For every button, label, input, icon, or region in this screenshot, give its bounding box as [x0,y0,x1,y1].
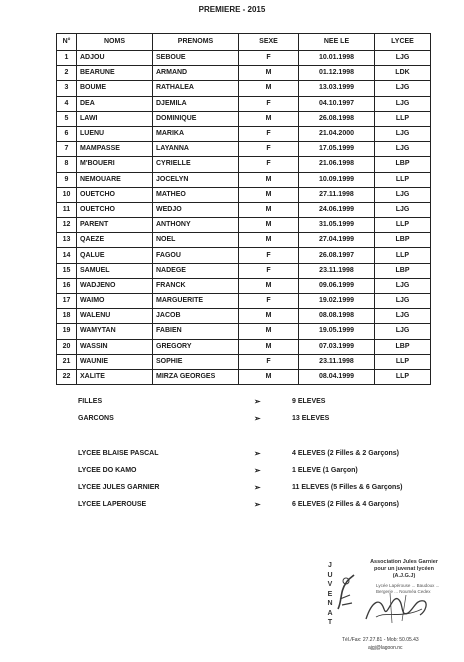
row-number-cell: 21 [57,354,77,369]
birth-date-cell: 21.06.1998 [299,157,375,172]
sex-cell: F [239,142,299,157]
first-name-cell: NADEGE [153,263,239,278]
table-row [57,233,431,248]
sex-cell: F [239,263,299,278]
birth-date-cell: 13.03.1999 [299,81,375,96]
last-name-cell: WADJENO [77,278,153,293]
stamp-org-line3: (A.J.G.J) [392,573,416,579]
arrow-icon: ➢ [254,500,261,509]
birth-date-cell: 23.11.1998 [299,263,375,278]
stamp-letter: N [327,600,333,607]
last-name-cell: LUENU [77,126,153,141]
stamp-address: Lycée Lapérouse ... Baudoux ... Bergerie ... Nouméa Cedex [376,583,440,594]
last-name-cell: XALITE [77,369,153,384]
summary-row [78,398,418,410]
last-name-cell: BEARUNE [77,66,153,81]
first-name-cell: DJEMILA [153,96,239,111]
last-name-cell: SAMUEL [77,263,153,278]
sex-cell: F [239,96,299,111]
birth-date-cell: 07.03.1999 [299,339,375,354]
summary-label: LYCEE DO KAMO [78,467,137,474]
last-name-cell: M'BOUERI [77,157,153,172]
table-row [57,96,431,111]
sex-cell: F [239,354,299,369]
stamp-letter: E [327,590,333,598]
school-cell: LBP [375,157,431,172]
first-name-cell: MARIKA [153,126,239,141]
first-name-cell: NOEL [153,233,239,248]
school-cell: LLP [375,248,431,263]
table-row [57,309,431,324]
arrow-icon: ➢ [254,466,261,475]
table-row [57,142,431,157]
school-cell: LJG [375,294,431,309]
table-row [57,324,431,339]
summary-label: LYCEE LAPEROUSE [78,501,147,508]
school-cell: LBP [375,233,431,248]
sex-cell: M [239,324,299,339]
first-name-cell: SEBOUE [153,51,239,66]
first-name-cell: JACOB [153,309,239,324]
first-name-cell: MARGUERITE [153,294,239,309]
school-cell: LDK [375,66,431,81]
column-header: NOMS [77,34,153,51]
summary-value: 1 ELEVE (1 Garçon) [292,467,358,474]
column-header: SEXE [239,34,299,51]
row-number-cell: 18 [57,309,77,324]
table-body [57,51,431,385]
sex-cell: M [239,309,299,324]
row-number-cell: 14 [57,248,77,263]
table-row [57,263,431,278]
table-row [57,111,431,126]
summary-value: 13 ELEVES [292,415,330,422]
first-name-cell: RATHALEA [153,81,239,96]
birth-date-cell: 10.01.1998 [299,51,375,66]
birth-date-cell: 26.08.1998 [299,111,375,126]
sex-cell: F [239,157,299,172]
summary-label: LYCEE JULES GARNIER [78,484,160,491]
birth-date-cell: 08.04.1999 [299,369,375,384]
row-number-cell: 2 [57,66,77,81]
birth-date-cell: 21.04.2000 [299,126,375,141]
stamp-org-line2: pour un juvenat lycéen [374,566,434,572]
school-cell: LJG [375,142,431,157]
last-name-cell: WAIMO [77,294,153,309]
birth-date-cell: 31.05.1999 [299,218,375,233]
table-row [57,172,431,187]
row-number-cell: 5 [57,111,77,126]
row-number-cell: 11 [57,202,77,217]
arrow-icon: ➢ [254,414,261,423]
summary-value: 11 ELEVES (5 Filles & 6 Garçons) [292,484,403,491]
last-name-cell: WAMYTAN [77,324,153,339]
summary-label: LYCEE BLAISE PASCAL [78,450,159,457]
birth-date-cell: 27.04.1999 [299,233,375,248]
signature-icon [362,589,432,629]
first-name-cell: MATHEO [153,187,239,202]
stamp-letter: A [327,609,333,617]
school-cell: LLP [375,369,431,384]
row-number-cell: 3 [57,81,77,96]
row-number-cell: 19 [57,324,77,339]
column-header: LYCEE [375,34,431,51]
summary-value: 4 ELEVES (2 Filles & 2 Garçons) [292,450,399,457]
association-stamp [322,555,452,653]
birth-date-cell: 08.08.1998 [299,309,375,324]
table-row [57,157,431,172]
birth-date-cell: 19.05.1999 [299,324,375,339]
sex-cell: M [239,369,299,384]
first-name-cell: MIRZA GEORGES [153,369,239,384]
last-name-cell: LAWI [77,111,153,126]
school-cell: LJG [375,187,431,202]
summary-row [78,415,418,427]
school-cell: LLP [375,111,431,126]
last-name-cell: WAUNIE [77,354,153,369]
birth-date-cell: 24.06.1999 [299,202,375,217]
student-table [56,33,431,385]
birth-date-cell: 23.11.1998 [299,354,375,369]
table-row [57,369,431,384]
birth-date-cell: 04.10.1997 [299,96,375,111]
stamp-letter: J [328,562,332,569]
birth-date-cell: 27.11.1998 [299,187,375,202]
sex-cell: M [239,172,299,187]
birth-date-cell: 19.02.1999 [299,294,375,309]
row-number-cell: 20 [57,339,77,354]
birth-date-cell: 09.06.1999 [299,278,375,293]
summary-value: 6 ELEVES (2 Filles & 4 Garçons) [292,501,399,508]
stamp-letter: T [327,619,333,626]
sex-cell: M [239,66,299,81]
last-name-cell: PARENT [77,218,153,233]
first-name-cell: FRANCK [153,278,239,293]
table-row [57,187,431,202]
row-number-cell: 6 [57,126,77,141]
last-name-cell: QAEZE [77,233,153,248]
last-name-cell: WASSIN [77,339,153,354]
summary-row [78,501,418,513]
last-name-cell: ADJOU [77,51,153,66]
arrow-icon: ➢ [254,449,261,458]
first-name-cell: ANTHONY [153,218,239,233]
school-cell: LLP [375,354,431,369]
table-row [57,51,431,66]
page-title: PREMIERE - 2015 [198,5,266,14]
stamp-email: ajgj@lagoon.nc [368,645,403,651]
table-row [57,248,431,263]
sex-cell: M [239,218,299,233]
school-cell: LJG [375,278,431,293]
sex-cell: F [239,294,299,309]
stamp-phone: Tél./Fax: 27.27.81 - Mob: 50.05.43 [342,637,419,643]
summary-row [78,467,418,479]
birth-date-cell: 17.05.1999 [299,142,375,157]
table-row [57,202,431,217]
first-name-cell: WEDJO [153,202,239,217]
school-cell: LJG [375,96,431,111]
first-name-cell: DOMINIQUE [153,111,239,126]
sex-cell: F [239,126,299,141]
stamp-org-line1: Association Jules Garnier [370,559,438,565]
table-row [57,339,431,354]
sex-cell: M [239,81,299,96]
row-number-cell: 17 [57,294,77,309]
school-cell: LJG [375,81,431,96]
column-header: PRENOMS [153,34,239,51]
arrow-icon: ➢ [254,483,261,492]
sex-cell: F [239,248,299,263]
last-name-cell: NEMOUARE [77,172,153,187]
sex-cell: M [239,339,299,354]
row-number-cell: 4 [57,96,77,111]
first-name-cell: GREGORY [153,339,239,354]
row-number-cell: 15 [57,263,77,278]
sex-cell: F [239,51,299,66]
stamp-letter: V [327,581,333,588]
stamp-logo-icon [334,573,356,613]
row-number-cell: 9 [57,172,77,187]
school-cell: LLP [375,218,431,233]
row-number-cell: 7 [57,142,77,157]
last-name-cell: OUETCHO [77,187,153,202]
row-number-cell: 16 [57,278,77,293]
last-name-cell: BOUME [77,81,153,96]
first-name-cell: FAGOU [153,248,239,263]
school-cell: LBP [375,339,431,354]
sex-cell: M [239,278,299,293]
table-row [57,278,431,293]
sex-cell: M [239,233,299,248]
row-number-cell: 12 [57,218,77,233]
last-name-cell: WALENU [77,309,153,324]
first-name-cell: SOPHIE [153,354,239,369]
first-name-cell: JOCELYN [153,172,239,187]
school-cell: LBP [375,263,431,278]
sex-cell: M [239,111,299,126]
table-row [57,126,431,141]
last-name-cell: QALUE [77,248,153,263]
table-row [57,81,431,96]
table-row [57,218,431,233]
first-name-cell: ARMAND [153,66,239,81]
summary-label: GARCONS [78,415,114,422]
stamp-letter: U [327,571,333,579]
school-cell: LJG [375,126,431,141]
table-row [57,66,431,81]
sex-cell: M [239,202,299,217]
school-cell: LJG [375,309,431,324]
row-number-cell: 13 [57,233,77,248]
arrow-icon: ➢ [254,397,261,406]
row-number-cell: 10 [57,187,77,202]
stamp-organisation [356,559,452,580]
school-cell: LJG [375,51,431,66]
table-header-row [57,34,431,51]
first-name-cell: FABIEN [153,324,239,339]
column-header: N° [57,34,77,51]
row-number-cell: 1 [57,51,77,66]
school-cell: LJG [375,324,431,339]
row-number-cell: 8 [57,157,77,172]
summary-row [78,484,418,496]
row-number-cell: 22 [57,369,77,384]
summary-value: 9 ELEVES [292,398,326,405]
summary-label: FILLES [78,398,103,405]
table-row [57,294,431,309]
birth-date-cell: 26.08.1997 [299,248,375,263]
last-name-cell: OUETCHO [77,202,153,217]
birth-date-cell: 01.12.1998 [299,66,375,81]
school-cell: LJG [375,202,431,217]
column-header: NEE LE [299,34,375,51]
first-name-cell: LAYANNA [153,142,239,157]
sex-cell: M [239,187,299,202]
school-cell: LLP [375,172,431,187]
first-name-cell: CYRIELLE [153,157,239,172]
last-name-cell: MAMPASSE [77,142,153,157]
table-row [57,354,431,369]
birth-date-cell: 10.09.1999 [299,172,375,187]
summary-row [78,450,418,462]
last-name-cell: DEA [77,96,153,111]
